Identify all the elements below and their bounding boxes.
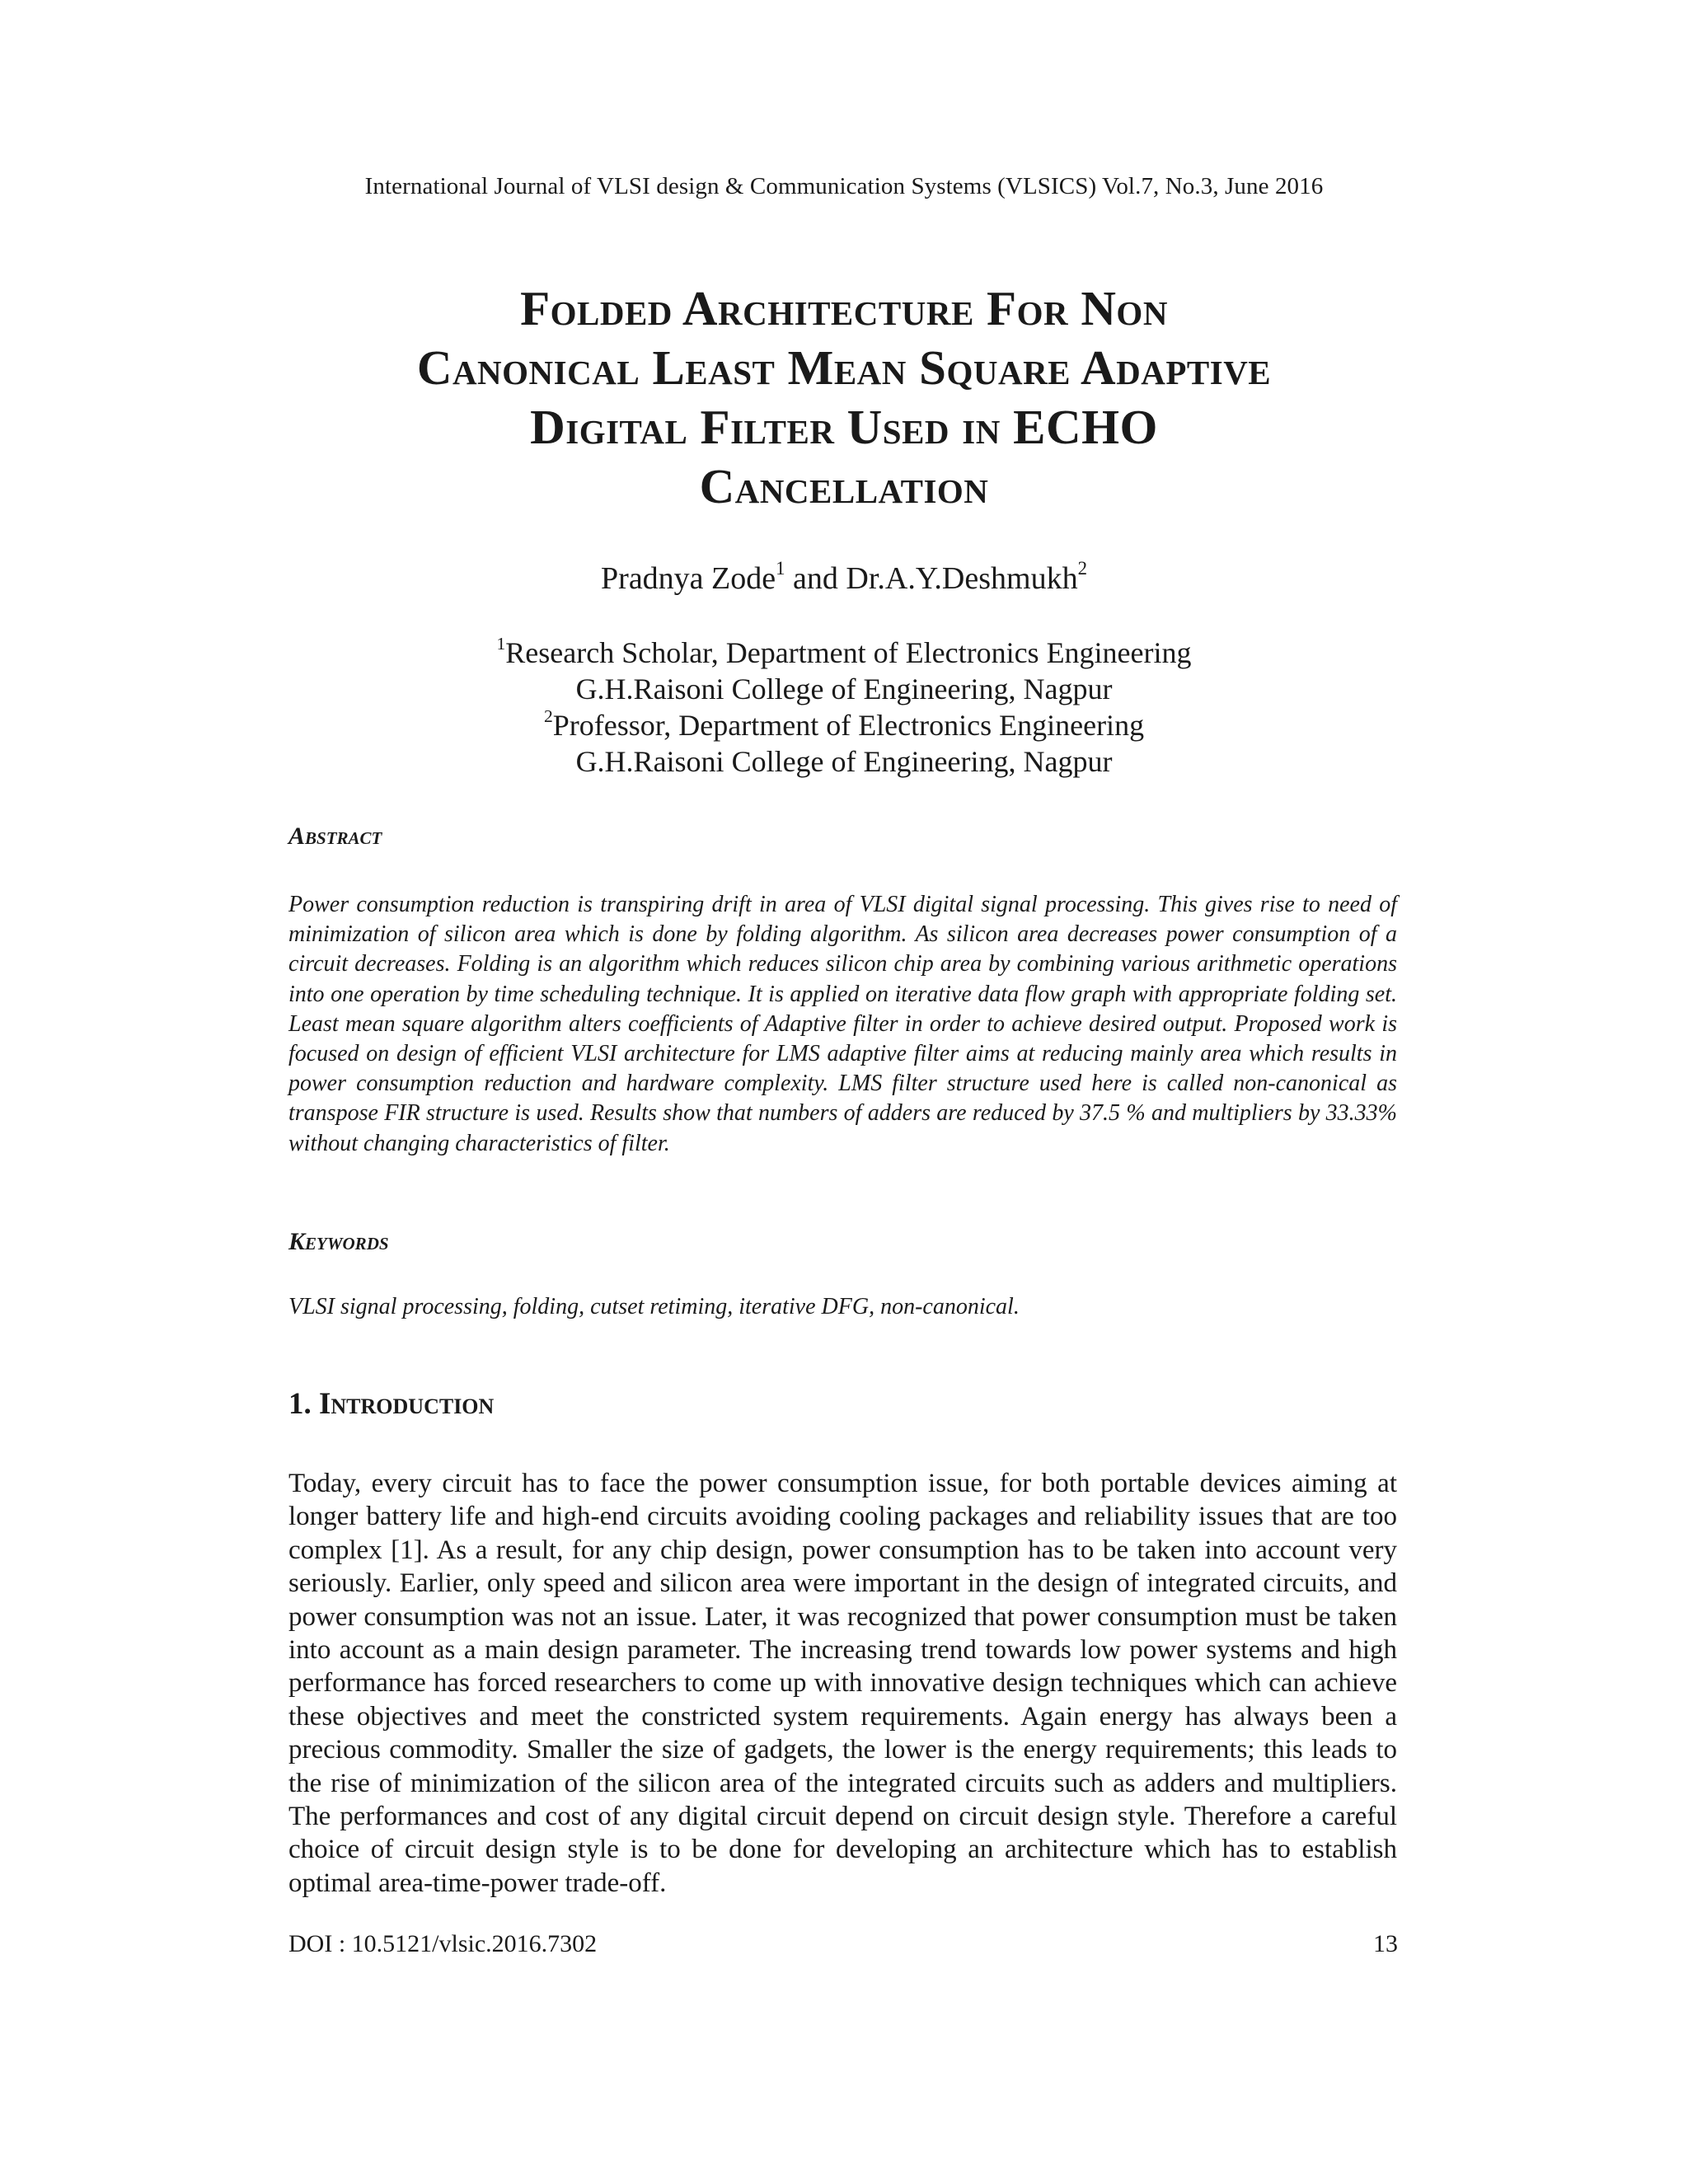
affiliation-line bbox=[0, 635, 1688, 671]
title-line: Folded Architecture For Non bbox=[520, 281, 1168, 335]
running-header: International Journal of VLSI design & Communication Systems (VLSICS) Vol.7, No.3, June 2016 bbox=[364, 173, 1324, 199]
affiliation-role: Research Scholar, Department of Electronics Engineering bbox=[505, 636, 1192, 669]
page-number: 13 bbox=[1373, 1930, 1398, 1957]
author-superscript: 2 bbox=[1077, 557, 1087, 579]
title-line: Digital Filter Used in ECHO bbox=[530, 400, 1158, 454]
author-superscript: 1 bbox=[776, 557, 785, 579]
author-conjunction: and bbox=[793, 561, 838, 596]
introduction-body: Today, every circuit has to face the power consumption issue, for both portable devices aiming at longer battery life and high-end circuits avoiding cooling packages and reliability issues that are too complex [1]. As a result, for any chip design, power consumption has to be taken into account very seriously. Earlier, only speed and silicon area were important in the design of integrated circuits, and power consumption was not an issue. Later, it was recognized that power consumption must be taken into account as a main design parameter. The increasing trend towards low power systems and high performance has forced researchers to come up with innovative design techniques which can achieve these objectives and meet the constricted system requirements. Again energy has always been a precious commodity. Smaller the size of gadgets, the lower is the energy requirements; this leads to the rise of minimization of the silicon area of the integrated circuits such as adders and multipliers. The performances and cost of any digital circuit depend on circuit design style. Therefore a careful choice of circuit design style is to be done for developing an architecture which has to establish optimal area-time-power trade-off. bbox=[288, 1469, 1397, 1898]
author-name: Pradnya Zode bbox=[601, 561, 776, 596]
author-line bbox=[0, 557, 1688, 597]
affiliation-role: Professor, Department of Electronics Engineering bbox=[552, 709, 1145, 742]
affiliation-institution: G.H.Raisoni College of Engineering, Nagpur bbox=[575, 673, 1113, 705]
title-line: Cancellation bbox=[699, 459, 989, 513]
author-name: Dr.A.Y.Deshmukh bbox=[846, 561, 1078, 596]
abstract-heading: Abstract bbox=[288, 823, 382, 850]
affiliation-superscript: 1 bbox=[496, 633, 506, 654]
paper-title bbox=[206, 279, 1482, 516]
affiliation-line bbox=[0, 707, 1688, 743]
keywords-body: VLSI signal processing, folding, cutset retiming, iterative DFG, non-canonical. bbox=[288, 1294, 1020, 1319]
affiliations bbox=[0, 635, 1688, 780]
affiliation-institution: G.H.Raisoni College of Engineering, Nagpur bbox=[575, 745, 1113, 778]
title-line: Canonical Least Mean Square Adaptive bbox=[416, 340, 1272, 395]
doi-footer: DOI : 10.5121/vlsic.2016.7302 bbox=[288, 1930, 598, 1957]
affiliation-superscript: 2 bbox=[543, 705, 553, 726]
keywords-heading: Keywords bbox=[288, 1228, 389, 1255]
introduction-heading: 1. Introduction bbox=[288, 1387, 495, 1421]
abstract-body: Power consumption reduction is transpiring drift in area of VLSI digital signal processing. This gives rise to need of minimization of silicon area which is done by folding algorithm. As silicon area decreases power consumption of a circuit decreases. Folding is an algorithm which reduces silicon chip area by combining various arithmetic operations into one operation by time scheduling technique. It is applied on iterative data flow graph with appropriate folding set. Least mean square algorithm alters coefficients of Adaptive filter in order to achieve desired output. Proposed work is focused on design of efficient VLSI architecture for LMS adaptive filter aims at reducing mainly area which results in power consumption reduction and hardware complexity. LMS filter structure used here is called non-canonical as transpose FIR structure is used. Results show that numbers of adders are reduced by 37.5 % and multipliers by 33.33% without changing characteristics of filter. bbox=[288, 892, 1397, 1156]
